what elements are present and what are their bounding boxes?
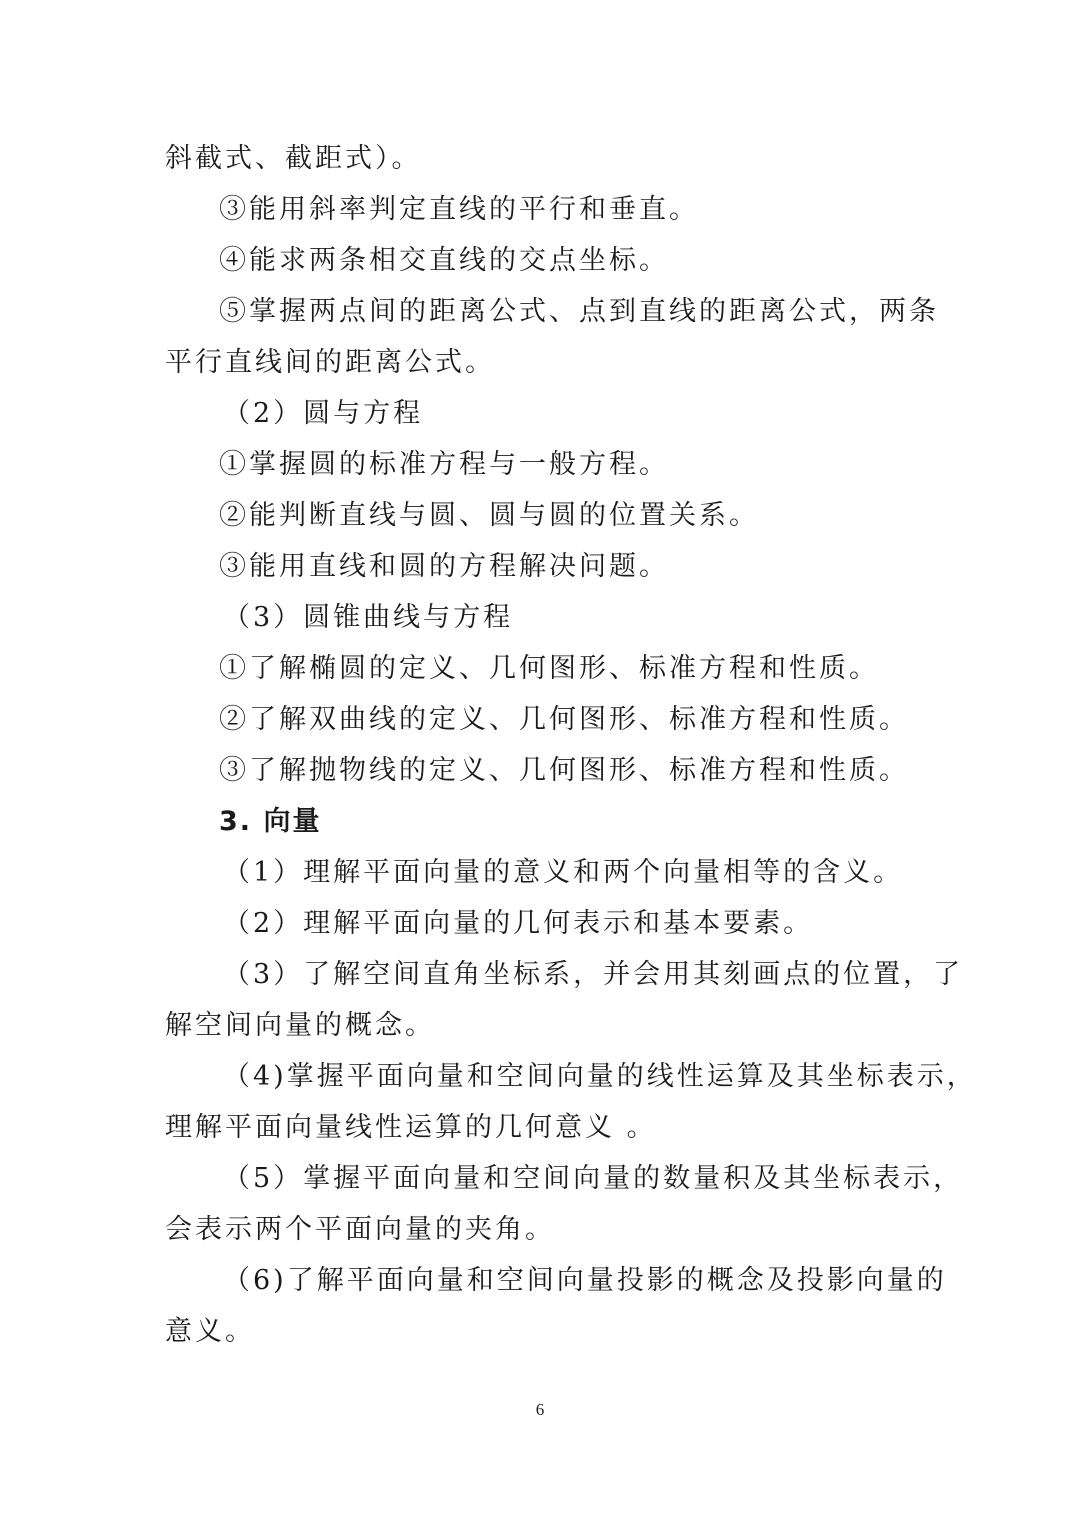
text-line: ④能求两条相交直线的交点坐标。 [219,245,669,276]
text-line: ⑤掌握两点间的距离公式、点到直线的距离公式，两条 [219,296,939,327]
text-line: ②能判断直线与圆、圆与圆的位置关系。 [219,500,759,531]
text-line: 意义。 [165,1316,255,1347]
text-line: （4)掌握平面向量和空间向量的线性运算及其坐标表示， [223,1061,977,1092]
text-line: （3）了解空间直角坐标系，并会用其刻画点的位置，了 [223,959,964,990]
text-line: ③能用斜率判定直线的平行和垂直。 [219,194,699,225]
text-line: ③能用直线和圆的方程解决问题。 [219,551,669,582]
text-line: 平行直线间的距离公式。 [165,347,495,378]
text-line: （1）理解平面向量的意义和两个向量相等的含义。 [223,857,904,888]
text-line: 会表示两个平面向量的夹角。 [165,1214,555,1245]
text-line: ①掌握圆的标准方程与一般方程。 [219,449,669,480]
page-body [165,133,977,1357]
text-line: ①了解椭圆的定义、几何图形、标准方程和性质。 [219,653,879,684]
text-line: 理解平面向量线性运算的几何意义 。 [165,1112,657,1143]
subsection-heading: （2）圆与方程 [223,398,424,429]
text-line: （2）理解平面向量的几何表示和基本要素。 [223,908,814,939]
text-line: ②了解双曲线的定义、几何图形、标准方程和性质。 [219,704,909,735]
subsection-heading: （3）圆锥曲线与方程 [223,602,514,633]
text-line: （5）掌握平面向量和空间向量的数量积及其坐标表示， [223,1163,964,1194]
page-number: 6 [535,1400,545,1419]
text-line: ③了解抛物线的定义、几何图形、标准方程和性质。 [219,755,909,786]
text-line: 斜截式、截距式）。 [165,143,422,174]
section-heading: 3. 向量 [219,806,322,837]
text-line: 解空间向量的概念。 [165,1010,435,1041]
text-line: （6)了解平面向量和空间向量投影的概念及投影向量的 [223,1265,947,1296]
